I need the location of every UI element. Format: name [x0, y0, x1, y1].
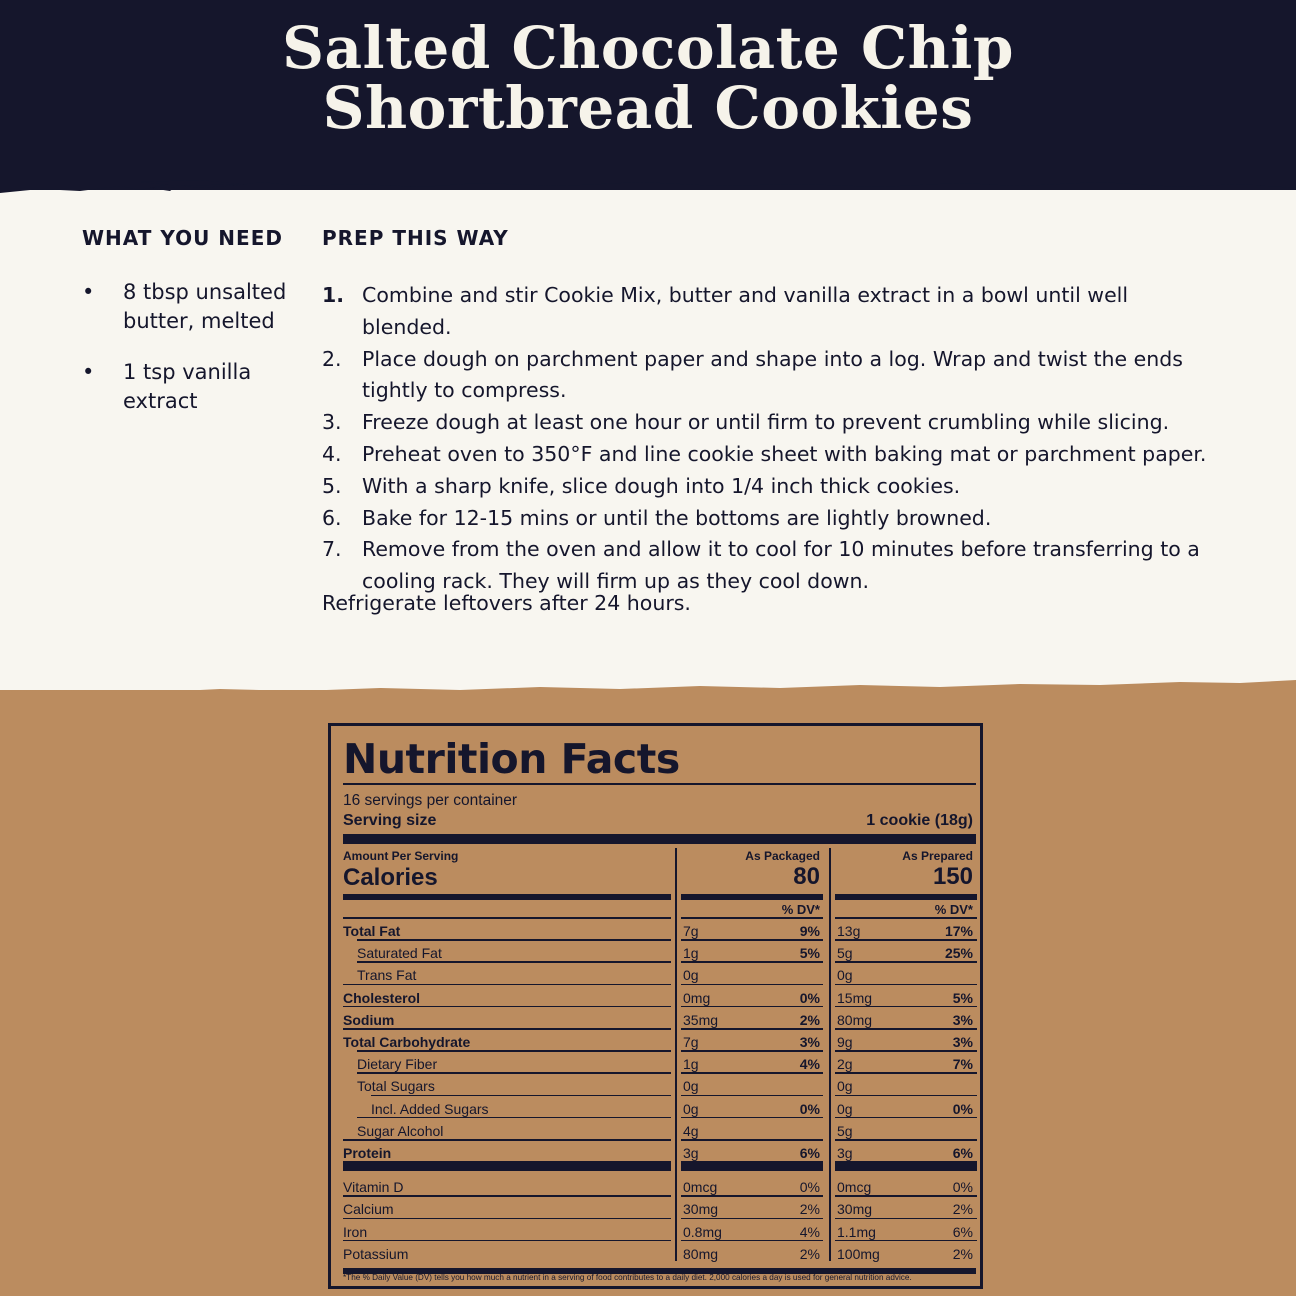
dv-label: % DV*: [934, 902, 973, 917]
row-divider: [835, 939, 977, 941]
prepared-amount: 15mg: [837, 989, 873, 1006]
row-divider: [681, 1095, 823, 1097]
thick-divider: [835, 894, 977, 900]
row-divider: [681, 1028, 823, 1030]
packaged-dv: 2%: [799, 1011, 820, 1028]
step-text: Remove from the oven and allow it to cool for 10 minutes before transferring to a: [362, 537, 1200, 562]
nutrient-name: Vitamin D: [343, 1179, 404, 1196]
nutrient-name: Protein: [343, 1145, 392, 1161]
ingredients-list: [82, 278, 302, 438]
row-divider: [835, 1161, 977, 1171]
row-divider: [343, 1006, 671, 1008]
row-divider: [681, 984, 823, 986]
dv-label: % DV*: [781, 902, 820, 917]
row-divider: [371, 1095, 671, 1097]
row-divider: [835, 1028, 977, 1030]
packaged-amount: 0.8mg: [683, 1223, 722, 1240]
row-divider: [681, 1218, 823, 1220]
packaged-dv: 4%: [799, 1056, 820, 1073]
row-divider: [835, 1139, 977, 1141]
nutrition-facts-title: Nutrition Facts: [343, 735, 680, 783]
packaged-dv: 6%: [799, 1145, 820, 1161]
prep-step: [322, 280, 1222, 344]
nutrient-name: Dietary Fiber: [357, 1056, 438, 1073]
prep-steps-list: [322, 280, 1222, 598]
row-divider: [835, 1095, 977, 1097]
row-divider: [681, 961, 823, 963]
servings-per-container: 16 servings per container: [343, 792, 518, 809]
ingredient-text: 8 tbsp unsalted: [123, 280, 287, 304]
prepared-amount: 100mg: [837, 1245, 880, 1262]
as-prepared-calories: 150: [932, 863, 973, 890]
prepared-dv: 6%: [952, 1145, 973, 1161]
row-divider: [343, 1218, 671, 1220]
row-divider: [343, 917, 671, 919]
row-divider: [835, 1218, 977, 1220]
row-divider: [681, 1240, 823, 1242]
prepared-amount: 0mcg: [837, 1179, 872, 1196]
prepared-amount: 0g: [837, 1100, 853, 1117]
step-number: 4.: [322, 441, 342, 466]
prep-step: [322, 471, 1222, 503]
row-divider: [835, 1072, 977, 1074]
row-divider: [835, 1006, 977, 1008]
step-number: 5.: [322, 473, 342, 498]
prepared-dv: 6%: [952, 1223, 973, 1240]
storage-note: Refrigerate leftovers after 24 hours.: [322, 591, 691, 615]
row-divider: [835, 1195, 977, 1197]
prep-step: [322, 439, 1222, 471]
prep-step: [322, 503, 1222, 535]
step-text: Bake for 12-15 mins or until the bottoms are lightly browned.: [362, 505, 992, 530]
row-divider: [681, 939, 823, 941]
packaged-amount: 0g: [683, 1078, 699, 1095]
nutrient-row: [331, 1244, 980, 1266]
nutrient-name: Calcium: [343, 1201, 394, 1218]
packaged-dv: 0%: [799, 989, 820, 1006]
step-text: cooling rack. They will firm up as they cool down.: [362, 569, 870, 594]
prepared-amount: 2g: [837, 1056, 853, 1073]
packaged-amount: 0g: [683, 967, 699, 984]
row-divider: [343, 1161, 671, 1171]
nutrient-name: Total Fat: [343, 923, 401, 939]
row-divider: [835, 917, 977, 919]
brush-stroke-bottom: [0, 652, 1296, 702]
prepared-dv: 2%: [952, 1201, 973, 1218]
packaged-amount: 0mcg: [683, 1179, 718, 1196]
thick-divider: [343, 834, 976, 844]
packaged-amount: 80mg: [683, 1245, 719, 1262]
row-divider: [357, 961, 671, 963]
nutrient-name: Cholesterol: [343, 989, 421, 1006]
packaged-amount: 3g: [683, 1145, 699, 1161]
prepared-dv: 17%: [944, 923, 973, 939]
row-divider: [835, 984, 977, 986]
row-divider: [835, 1117, 977, 1119]
nutrient-name: Trans Fat: [357, 967, 417, 984]
nutrient-name: Sodium: [343, 1011, 395, 1028]
packaged-amount: 1g: [683, 1056, 699, 1073]
prepared-amount: 1.1mg: [837, 1223, 876, 1240]
row-divider: [343, 1195, 671, 1197]
serving-size-value: 1 cookie (18g): [866, 812, 973, 829]
ingredient-text: butter, melted: [123, 309, 275, 333]
row-divider: [681, 1195, 823, 1197]
step-text: Freeze dough at least one hour or until firm to prevent crumbling while slicing.: [362, 410, 1170, 435]
prep-step: [322, 344, 1222, 408]
step-number: 6.: [322, 505, 342, 530]
prep-heading: PREP THIS WAY: [322, 226, 509, 250]
step-number: 3.: [322, 410, 342, 435]
packaged-amount: 1g: [683, 945, 699, 962]
row-divider: [681, 1117, 823, 1119]
step-text: Combine and stir Cookie Mix, butter and vanilla extract in a bowl until well blended.: [362, 283, 1129, 339]
prep-step: [322, 407, 1222, 439]
prepared-dv: 3%: [952, 1011, 973, 1028]
nutrient-name: Potassium: [343, 1245, 409, 1262]
step-text: Place dough on parchment paper and shape into a log. Wrap and twist the ends: [362, 346, 1183, 371]
daily-value-footnote: *The % Daily Value (DV) tells you how much a nutrient in a serving of food contributes to a daily diet. 2,000 calories a day is used for general nutrition advice.: [343, 1273, 912, 1282]
prepared-dv: 25%: [944, 945, 973, 962]
as-prepared-heading: As Prepared: [902, 849, 973, 863]
ingredient-item: [82, 278, 302, 336]
row-divider: [357, 1072, 671, 1074]
as-packaged-calories: 80: [793, 863, 820, 890]
prepared-amount: 0g: [837, 1078, 853, 1095]
ingredient-text: extract: [123, 389, 198, 413]
ingredients-heading: WHAT YOU NEED: [82, 226, 283, 250]
prepared-dv: 5%: [952, 989, 973, 1006]
prepared-amount: 30mg: [837, 1201, 873, 1218]
packaged-amount: 35mg: [683, 1011, 719, 1028]
packaged-dv: 0%: [799, 1100, 820, 1117]
packaged-amount: 0mg: [683, 989, 711, 1006]
step-text: Preheat oven to 350°F and line cookie sheet with baking mat or parchment paper.: [362, 441, 1207, 466]
nutrient-name: Total Sugars: [357, 1078, 435, 1095]
packaged-dv: 5%: [799, 945, 820, 962]
step-text: tightly to compress.: [362, 378, 567, 403]
packaged-amount: 7g: [683, 923, 699, 939]
packaged-dv: 2%: [799, 1245, 820, 1262]
step-number: 7.: [322, 537, 342, 562]
recipe-title-line1: Salted Chocolate Chip: [282, 14, 1014, 82]
nutrition-facts-panel: [328, 723, 983, 1289]
calories-label: Calories: [343, 864, 438, 891]
row-divider: [357, 1050, 671, 1052]
bullet-icon: •: [82, 280, 95, 304]
packaged-dv: 2%: [799, 1201, 820, 1218]
row-divider: [681, 1139, 823, 1141]
prepared-amount: 0g: [837, 967, 853, 984]
nutrient-name: Sugar Alcohol: [357, 1122, 444, 1139]
packaged-amount: 7g: [683, 1034, 699, 1050]
prepared-amount: 9g: [837, 1034, 853, 1050]
row-divider: [343, 1240, 671, 1242]
row-divider: [835, 961, 977, 963]
step-number: 2.: [322, 346, 342, 371]
row-divider: [357, 1117, 671, 1119]
row-divider: [681, 1161, 823, 1171]
prepared-amount: 5g: [837, 945, 853, 962]
nutrient-name: Saturated Fat: [357, 945, 442, 962]
prepared-dv: 3%: [952, 1034, 973, 1050]
packaged-dv: 4%: [799, 1223, 820, 1240]
packaged-dv: 9%: [799, 923, 820, 939]
packaged-dv: 0%: [799, 1179, 820, 1196]
prepared-amount: 5g: [837, 1122, 853, 1139]
row-divider: [681, 1050, 823, 1052]
thick-divider: [343, 894, 671, 900]
prepared-amount: 3g: [837, 1145, 853, 1161]
ingredient-item: [82, 358, 302, 416]
step-number: 1.: [322, 283, 345, 307]
divider: [343, 783, 976, 785]
step-text: With a sharp knife, slice dough into 1/4 inch thick cookies.: [362, 473, 961, 498]
row-divider: [343, 984, 671, 986]
recipe-title: [0, 14, 1296, 142]
packaged-amount: 0g: [683, 1100, 699, 1117]
prepared-dv: 0%: [952, 1179, 973, 1196]
packaged-amount: 30mg: [683, 1201, 719, 1218]
as-packaged-heading: As Packaged: [745, 849, 820, 863]
nutrient-name: Total Carbohydrate: [343, 1034, 471, 1050]
row-divider: [681, 917, 823, 919]
amount-per-serving: Amount Per Serving: [343, 849, 459, 863]
row-divider: [835, 1050, 977, 1052]
recipe-title-line2: Shortbread Cookies: [322, 74, 974, 142]
prepared-dv: 0%: [952, 1100, 973, 1117]
brush-stroke-top: [0, 160, 1296, 210]
prepared-dv: 2%: [952, 1245, 973, 1262]
row-divider: [681, 1072, 823, 1074]
row-divider: [835, 1240, 977, 1242]
ingredient-text: 1 tsp vanilla: [123, 360, 252, 384]
bullet-icon: •: [82, 360, 95, 384]
nutrient-name: Iron: [343, 1223, 368, 1240]
prepared-amount: 80mg: [837, 1011, 873, 1028]
row-divider: [343, 1028, 671, 1030]
prepared-amount: 13g: [837, 923, 861, 939]
nutrient-name: Incl. Added Sugars: [371, 1100, 489, 1117]
prepared-dv: 7%: [952, 1056, 973, 1073]
serving-size-label: Serving size: [343, 812, 437, 829]
packaged-dv: 3%: [799, 1034, 820, 1050]
packaged-amount: 4g: [683, 1122, 699, 1139]
row-divider: [343, 1139, 671, 1141]
row-divider: [357, 939, 671, 941]
thick-divider: [681, 894, 823, 900]
row-divider: [681, 1006, 823, 1008]
